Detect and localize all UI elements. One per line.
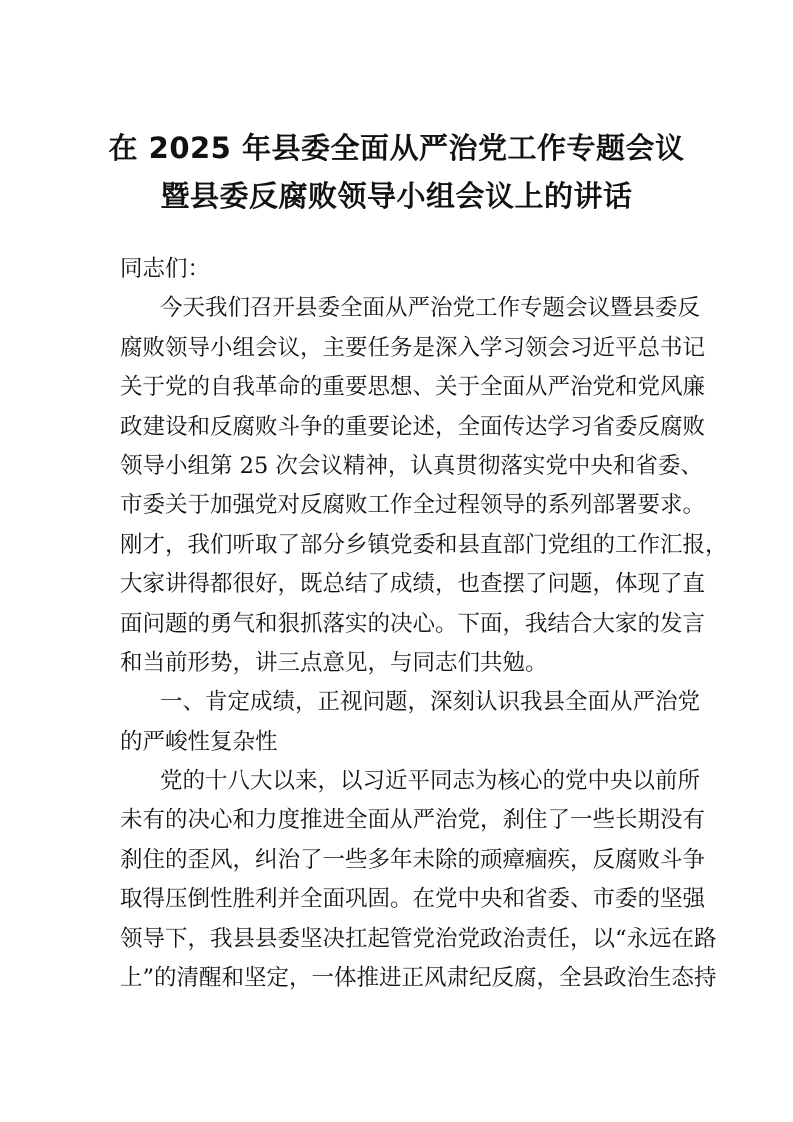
text-line: 上”的清醒和坚定，一体推进正风肃纪反腐，全县政治生态持 [120,965,717,992]
text-line: 政建设和反腐败斗争的重要论述，全面传达学习省委反腐败 [120,413,706,440]
text-line: 一、肯定成绩，正视问题，深刻认识我县全面从严治党 [160,689,701,716]
text-line: 领导小组第 25 次会议精神，认真贯彻落实党中央和省委、 [120,452,703,479]
document-title-line-1: 在 2025 年县委全面从严治党工作专题会议 [108,131,685,165]
text-line: 腐败领导小组会议，主要任务是深入学习领会习近平总书记 [120,334,706,361]
paragraph [120,762,717,998]
text-line: 今天我们召开县委全面从严治党工作专题会议暨县委反 [160,295,701,322]
text-line: 关于党的自我革命的重要思想、关于全面从严治党和党风廉 [120,374,706,401]
text-line: 领导下，我县县委坚决扛起管党治党政治责任，以“永远在路 [120,925,717,952]
text-line: 的严峻性复杂性 [120,728,278,755]
section-heading [120,683,701,762]
document-body [120,250,728,998]
text-line: 党的十八大以来，以习近平同志为核心的党中央以前所 [160,768,701,795]
paragraph [120,289,728,683]
text-line: 刹住的歪风，纠治了一些多年未除的顽瘴痼疾，反腐败斗争 [120,846,706,873]
text-line: 大家讲得都很好，既总结了成绩，也查摆了问题，体现了直 [120,571,706,598]
text-line: 面问题的勇气和狠抓落实的决心。下面，我结合大家的发言 [120,610,706,637]
greeting: 同志们： [120,256,211,282]
text-line: 和当前形势，讲三点意见，与同志们共勉。 [120,649,548,676]
text-line: 市委关于加强党对反腐败工作全过程领导的系列部署要求。 [120,492,706,519]
text-line: 取得压倒性胜利并全面巩固。在党中央和省委、市委的坚强 [120,886,706,913]
document-title-line-2: 暨县委反腐败领导小组会议上的讲话 [160,179,633,213]
text-line: 刚才，我们听取了部分乡镇党委和县直部门党组的工作汇报， [120,531,728,558]
text-line: 未有的决心和力度推进全面从严治党，刹住了一些长期没有 [120,807,706,834]
